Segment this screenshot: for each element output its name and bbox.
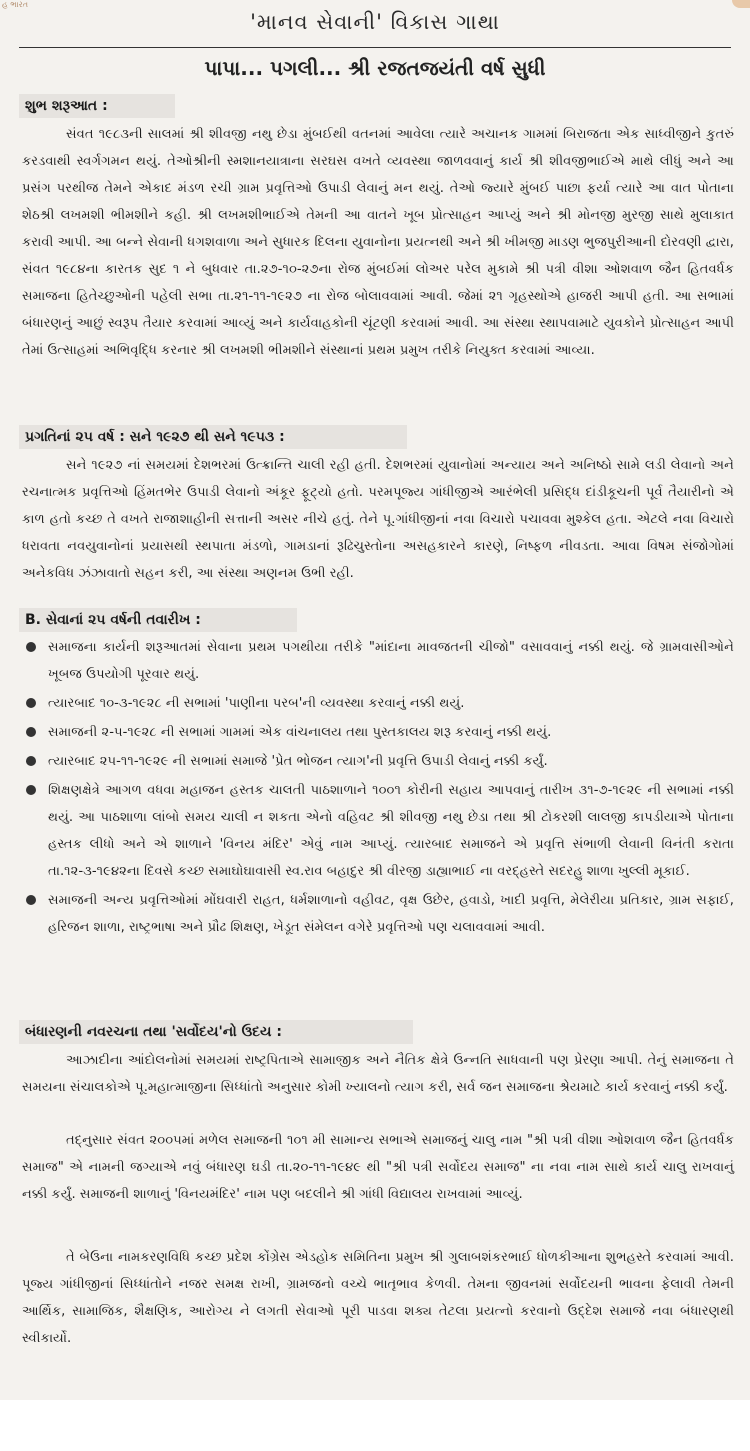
section-text-progress: સને ૧૯૨૭ નાં સમયમાં દેશભરમાં ઉત્ક્રાન્તિ ચાલી રહી હતી. દેશભરમાં યુવાનોમાં અન્યાય અને અનિષ્ઠો સામે લડી લેવાનો અને રચનાત્મક પ્રવૃત્તિઓ હિંમતભેર ઉપાડી લેવાનો અંકૂર ફૂટ્યો હતો. પરમપૂજ્ય ગાંધીજીએ આરંભેલી પ્રસિદ્ધ દાંડીકૂચની પૂર્વ તૈયારીનો એ કાળ હતો કચ્છ તે વખતે રાજાશાહીની સત્તાની અસર નીચે હતું. તેને પૂ.ગાંધીજીનાં નવા વિચારો પચાવવા મુશ્કેલ હતા. એટલે નવા વિચારો ધરાવતા નવયુવાનોનાં પ્રયાસથી સ્થપાતા મંડળો, ગામડાનાં રૂઢિચુસ્તોના અસહકારને કારણે, નિષ્ફળ નીવડતા. આવા વિષમ સંજોગોમાં અનેકવિધ ઝંઝાવાતો સહન કરી, આ સંસ્થા અણનમ ઉભી રહી. bbox=[22, 458, 734, 581]
page-subtitle: પાપા... પગલી... શ્રી રજતજયંતી વર્ષ સુધી bbox=[204, 56, 546, 80]
title-divider bbox=[19, 47, 731, 48]
list-item: શિક્ષણક્ષેત્રે આગળ વધવા મહાજન હસ્તક ચાલતી પાઠશાળાને ૧૦૦૧ કોરીની સહાય આપવાનું તારીખ ૩૧-૭-૧૯૨૯ ની સભામાં નક્કી થયું. આ પાઠશાળા લાંબો સમય ચાલી ન શકતા એનો વહિવટ શ્રી શીવજી નથુ છેડા તથા શ્રી ટોકરશી લાલજી કાપડીયાએ પોતાના હસ્તક લીધો અને એ શાળાને 'વિનય મંદિર' એવું નામ આપ્યું. ત્યારબાદ સમાજને એ પ્રવૃત્તિ સંભાળી લેવાની વિનંતી કરાતા તા.૧૨-૩-૧૯૪૨ના દિવસે કચ્છ સમાઘોઘાવાસી સ્વ.રાવ બહાદુર શ્રી વીરજી ડાહ્યાભાઈ ના વરદ્હસ્તે સદરહુ શાળા ખુલ્લી મૂકાઈ. bbox=[22, 777, 734, 885]
section-heading-timeline: B. સેવાનાં ૨૫ વર્ષની તવારીખ : bbox=[19, 608, 297, 632]
section-heading-beginning: શુભ શરૂઆત : bbox=[19, 94, 175, 118]
bullet-icon bbox=[26, 698, 36, 708]
bullet-icon bbox=[26, 642, 36, 652]
bullet-icon bbox=[26, 727, 36, 737]
corner-mark: હ ભારત bbox=[2, 0, 29, 9]
page-bottom-margin bbox=[0, 1400, 750, 1451]
corner-logo-fragment bbox=[732, 0, 750, 8]
timeline-list bbox=[22, 634, 734, 943]
list-item: ત્યારબાદ ૧૦-૩-૧૯૨૮ ની સભામાં 'પાણીના પરબ'ની વ્યવસ્થા કરવાનું નક્કી થયું. bbox=[22, 690, 734, 717]
section-heading-sarvodaya: બંધારણની નવરચના તથા 'સર્વોદય'નો ઉદય : bbox=[19, 1020, 413, 1044]
section-text-sarvodaya-1: આઝાદીના આંદોલનોમાં સમયમાં રાષ્ટ્રપિતાએ સામાજીક અને નૈતિક ક્ષેત્રે ઉન્નતિ સાધવાની પણ પ્રેરણા આપી. તેનું સમાજના તે સમયના સંચાલકોએ પૂ.મહાત્માજીના સિધ્ધાંતો અનુસાર કોમી ખ્યાલનો ત્યાગ કરી, સર્વ જન સમાજના શ્રેયમાટે કાર્ય કરવાનું નક્કી કર્યું. bbox=[22, 1053, 734, 1095]
list-item: સમાજના કાર્યની શરૂઆતમાં સેવાના પ્રથમ પગથીયા તરીકે "માંદાના માવજતની ચીજો" વસાવવાનું નક્કી થયું. જે ગ્રામવાસીઓને ખૂબજ ઉપયોગી પૂરવાર થયું. bbox=[22, 634, 734, 688]
bullet-icon bbox=[26, 895, 36, 905]
section-heading-progress: પ્રગતિનાં ૨૫ વર્ષ : સને ૧૯૨૭ થી સને ૧૯૫૩ : bbox=[19, 425, 407, 449]
list-item: ત્યારબાદ ૨૫-૧૧-૧૯૨૯ ની સભામાં સમાજે 'પ્રેત ભોજન ત્યાગ'ની પ્રવૃત્તિ ઉપાડી લેવાનું નક્કી કર્યું. bbox=[22, 748, 734, 775]
bullet-icon bbox=[26, 785, 36, 795]
list-item: સમાજની ૨-૫-૧૯૨૮ ની સભામાં ગામમાં એક વાંચનાલય તથા પુસ્તકાલય શરૂ કરવાનું નક્કી થયું. bbox=[22, 719, 734, 746]
section-text-beginning: સંવત ૧૯૮૩ની સાલમાં શ્રી શીવજી નથુ છેડા મુંબઈથી વતનમાં આવેલા ત્યારે અચાનક ગામમાં બિરાજતા એક સાધ્વીજીને કુતરું કરડવાથી સ્વર્ગગમન થયું. તેઓશ્રીની સ્મશાનયાત્રાના સરઘસ વખતે વ્યવસ્થા જાળવવાનું કાર્ય શ્રી શીવજીભાઈએ માથે લીધું અને આ પ્રસંગ પરથીજ તેમને એકાદ મંડળ રચી ગ્રામ પ્રવૃત્તિઓ ઉપાડી લેવાનું મન થયું. તેઓ જ્યારે મુંબઈ પાછા ફર્યા ત્યારે આ વાત પોતાના શેઠશ્રી લખમશી ભીમશીને કહી. શ્રી લખમશીભાઈએ તેમની આ વાતને ખૂબ પ્રોત્સાહન આપ્યું અને શ્રી મોનજી મુરજી સાથે મુલાકાત કરાવી આપી. આ બન્ને સેવાની ધગશવાળા અને સુધારક દિલના યુવાનોના પ્રયત્નથી અને શ્રી ખીમજી માડણ ભુજપુરીઆની દોરવણી દ્વારા, સંવત ૧૯૮૪ના કારતક સુદ ૧ ને બુધવાર તા.૨૭-૧૦-૨૭ના રોજ મુંબઈમાં લોઅર પરેલ મુકામે શ્રી પત્રી વીશા ઓશવાળ જૈન હિતવર્ધક સમાજના હિતેચ્છુઓની પહેલી સભા તા.૨૧-૧૧-૧૯૨૭ ના રોજ બોલાવવામાં આવી. જેમાં ૨૧ ગૃહસ્થોએ હાજરી આપી હતી. આ સભામાં બંધારણનું આછું સ્વરૂપ તૈયાર કરવામાં આવ્યું અને કાર્યવાહકોની ચૂંટણી કરવામાં આવી. આ સંસ્થા સ્થાપવામાટે યુવકોને પ્રોત્સાહન આપી તેમાં ઉત્સાહમાં અભિવૃદ્ધિ કરનાર શ્રી લખમશી ભીમશીને સંસ્થાનાં પ્રથમ પ્રમુખ તરીકે નિયુક્ત કરવામાં આવ્યા. bbox=[22, 127, 734, 358]
section-text-sarvodaya-2: તદ્નુસાર સંવત ૨૦૦૫માં મળેલ સમાજની ૧૦૧ મી સામાન્ય સભાએ સમાજનું ચાલુ નામ "શ્રી પત્રી વીશા ઓશવાળ જૈન હિતવર્ધક સમાજ" એ નામની જગ્યાએ નવું બંધારણ ઘડી તા.૨૦-૧૧-૧૯૪૯ થી "શ્રી પત્રી સર્વોદય સમાજ" ના નવા નામ સાથે કાર્ય ચાલુ રાખવાનું નક્કી કર્યું. સમાજની શાળાનું 'વિનયમંદિર' નામ પણ બદલીને શ્રી ગાંધી વિદ્યાલય રાખવામાં આવ્યું. bbox=[22, 1133, 734, 1202]
section-text-sarvodaya-3: તે બેઉના નામકરણવિધિ કચ્છ પ્રદેશ કોંગ્રેસ એડહોક સમિતિના પ્રમુખ શ્રી ગુલાબશંકરભાઈ ધોળકીઆના શુભહસ્તે કરવામાં આવી. પૂજ્ય ગાંધીજીનાં સિધ્ધાંતોને નજર સમક્ષ રાખી, ગ્રામજનો વચ્ચે ભાતૃભાવ કેળવી. તેમના જીવનમાં સર્વોદયની ભાવના ફેલાવી તેમની આર્થિક, સામાજિક, શૈક્ષણિક, આરોગ્ય ને લગતી સેવાઓ પૂરી પાડવા શક્ય તેટલા પ્રયત્નો કરવાનો ઉદ્દેશ સમાજે નવા બંધારણથી સ્વીકાર્યો. bbox=[22, 1250, 734, 1346]
list-item: સમાજની અન્ય પ્રવૃત્તિઓમાં મોંઘવારી રાહત, ધર્મશાળાનો વહીવટ, વૃક્ષ ઉછેર, હવાડો, ખાદી પ્રવૃત્તિ, મેલેરીયા પ્રતિકાર, ગ્રામ સફાઈ, હરિજન શાળા, રાષ્ટ્રભાષા અને પ્રૌઢ શિક્ષણ, ખેડૂત સંમેલન વગેરે પ્રવૃત્તિઓ પણ ચલાવવામાં આવી. bbox=[22, 887, 734, 941]
bullet-icon bbox=[26, 756, 36, 766]
page-title: 'માનવ સેવાની' વિકાસ ગાથા bbox=[250, 10, 500, 34]
